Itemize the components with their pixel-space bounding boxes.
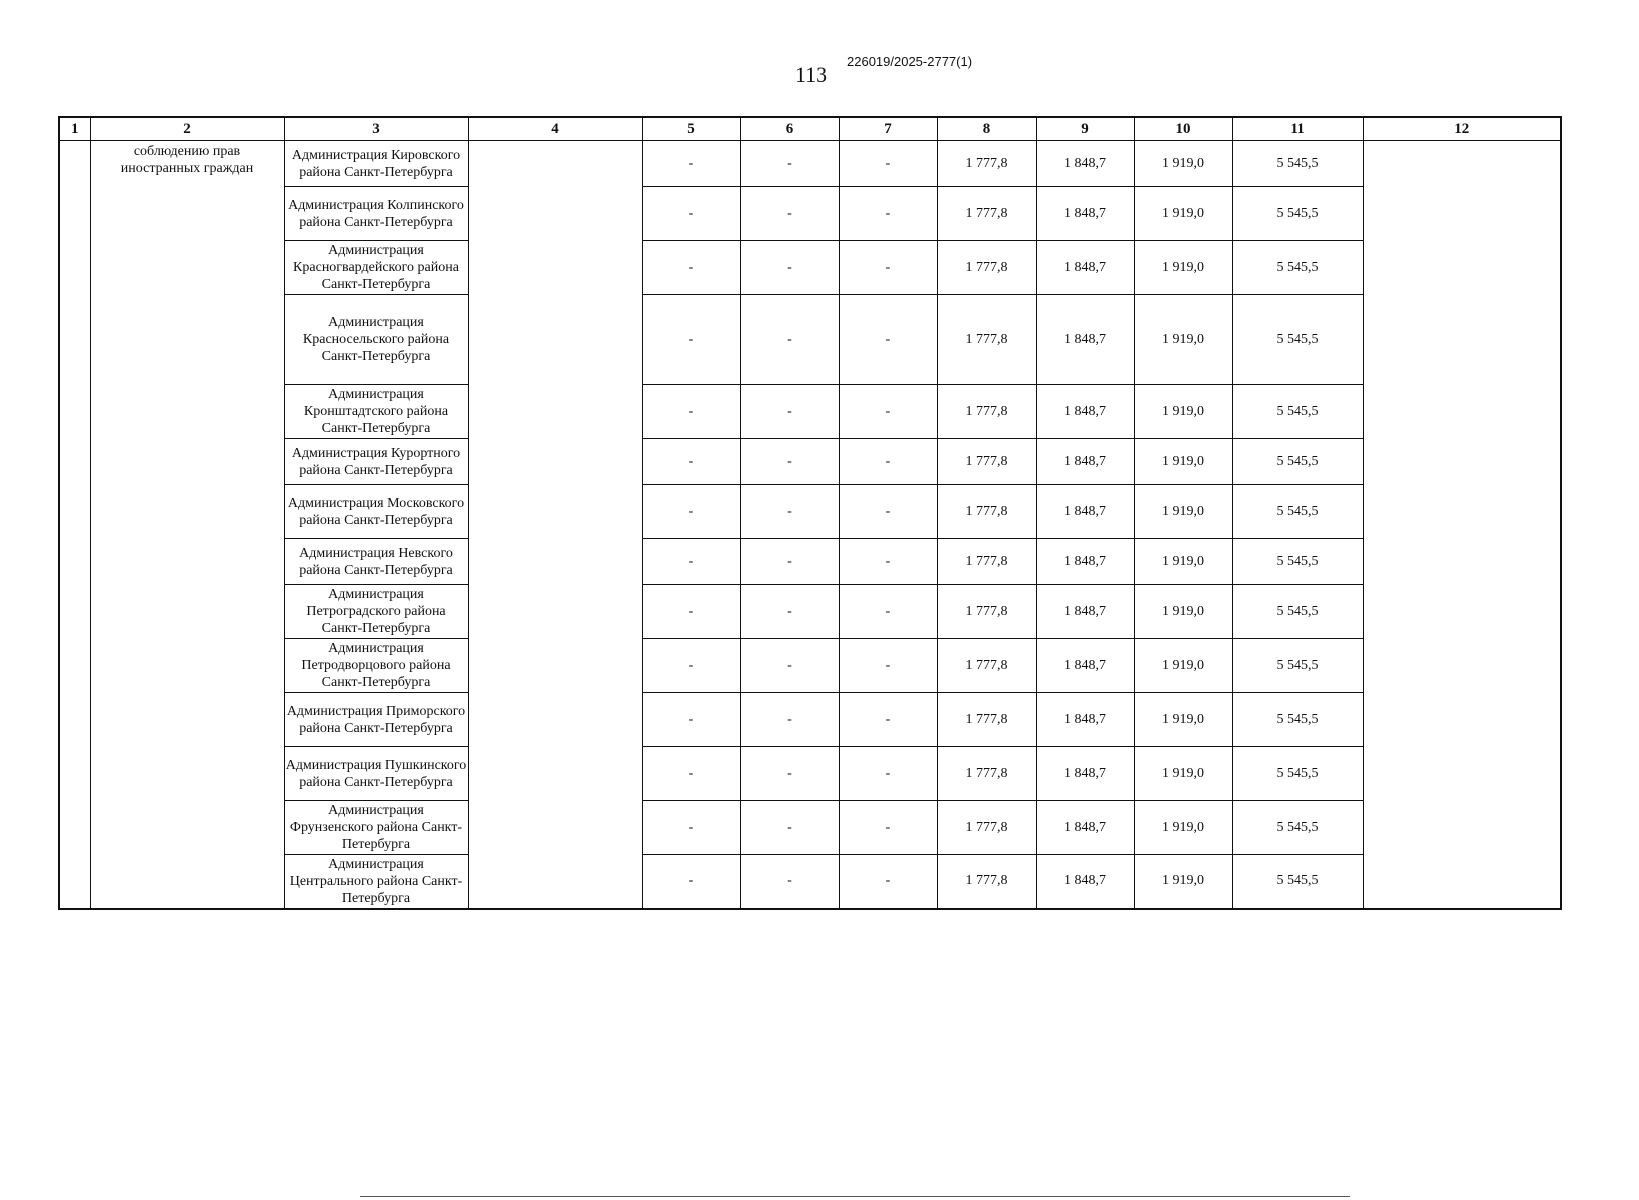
col10-value-cell: 1 919,0 (1134, 855, 1232, 909)
column-header-12: 12 (1363, 117, 1561, 141)
executor-cell: Администрация Красногвардейского района Санкт-Петербурга (284, 241, 468, 295)
executor-cell: Администрация Приморского района Санкт-Петербурга (284, 693, 468, 747)
col7-cell: - (839, 693, 937, 747)
table-row (59, 385, 1561, 439)
col5-cell: - (642, 295, 740, 385)
table-row (59, 855, 1561, 909)
col4-cell (468, 693, 642, 747)
col10-value-cell: 1 919,0 (1134, 241, 1232, 295)
column-header-1: 1 (59, 117, 90, 141)
executor-cell: Администрация Красносельского района Санкт-Петербурга (284, 295, 468, 385)
col7-cell: - (839, 439, 937, 485)
col11-total-cell: 5 545,5 (1232, 747, 1363, 801)
executor-cell: Администрация Курортного района Санкт-Петербурга (284, 439, 468, 485)
col10-value-cell: 1 919,0 (1134, 385, 1232, 439)
table-row (59, 639, 1561, 693)
col12-cell (1363, 241, 1561, 295)
col6-cell: - (740, 439, 839, 485)
col8-value-cell: 1 777,8 (937, 187, 1036, 241)
col6-cell: - (740, 585, 839, 639)
col5-cell: - (642, 693, 740, 747)
col11-total-cell: 5 545,5 (1232, 385, 1363, 439)
col12-cell (1363, 747, 1561, 801)
col8-value-cell: 1 777,8 (937, 639, 1036, 693)
col7-cell: - (839, 141, 937, 187)
column-header-3: 3 (284, 117, 468, 141)
table-row (59, 539, 1561, 585)
col6-cell: - (740, 747, 839, 801)
col11-total-cell: 5 545,5 (1232, 639, 1363, 693)
col9-value-cell: 1 848,7 (1036, 241, 1134, 295)
col8-value-cell: 1 777,8 (937, 485, 1036, 539)
table-row (59, 801, 1561, 855)
table-row (59, 241, 1561, 295)
col7-cell: - (839, 187, 937, 241)
col5-cell: - (642, 485, 740, 539)
col6-cell: - (740, 385, 839, 439)
col4-cell (468, 187, 642, 241)
table-row (59, 585, 1561, 639)
col10-value-cell: 1 919,0 (1134, 187, 1232, 241)
col9-value-cell: 1 848,7 (1036, 385, 1134, 439)
col4-cell (468, 539, 642, 585)
col4-cell (468, 485, 642, 539)
column-header-7: 7 (839, 117, 937, 141)
col9-value-cell: 1 848,7 (1036, 141, 1134, 187)
col6-cell: - (740, 801, 839, 855)
column-header-5: 5 (642, 117, 740, 141)
col12-cell (1363, 585, 1561, 639)
table-row (59, 439, 1561, 485)
col9-value-cell: 1 848,7 (1036, 585, 1134, 639)
col11-total-cell: 5 545,5 (1232, 241, 1363, 295)
col11-total-cell: 5 545,5 (1232, 801, 1363, 855)
col7-cell: - (839, 539, 937, 585)
col8-value-cell: 1 777,8 (937, 855, 1036, 909)
col5-cell: - (642, 855, 740, 909)
col9-value-cell: 1 848,7 (1036, 855, 1134, 909)
col11-total-cell: 5 545,5 (1232, 539, 1363, 585)
col7-cell: - (839, 295, 937, 385)
col4-cell (468, 241, 642, 295)
col8-value-cell: 1 777,8 (937, 295, 1036, 385)
col10-value-cell: 1 919,0 (1134, 585, 1232, 639)
col8-value-cell: 1 777,8 (937, 585, 1036, 639)
col9-value-cell: 1 848,7 (1036, 295, 1134, 385)
column-header-6: 6 (740, 117, 839, 141)
table-row (59, 485, 1561, 539)
col8-value-cell: 1 777,8 (937, 385, 1036, 439)
table-header-row (59, 117, 1561, 141)
table-row (59, 141, 1561, 187)
executor-cell: Администрация Кронштадтского района Санкт-Петербурга (284, 385, 468, 439)
col5-cell: - (642, 585, 740, 639)
col7-cell: - (839, 801, 937, 855)
col11-total-cell: 5 545,5 (1232, 187, 1363, 241)
col4-cell (468, 855, 642, 909)
col10-value-cell: 1 919,0 (1134, 639, 1232, 693)
col8-value-cell: 1 777,8 (937, 747, 1036, 801)
col6-cell: - (740, 693, 839, 747)
page-number: 113 (795, 62, 828, 87)
col9-value-cell: 1 848,7 (1036, 693, 1134, 747)
col7-cell: - (839, 639, 937, 693)
col11-total-cell: 5 545,5 (1232, 141, 1363, 187)
budget-table (58, 116, 1562, 910)
col8-value-cell: 1 777,8 (937, 693, 1036, 747)
col12-cell (1363, 141, 1561, 187)
col5-cell: - (642, 187, 740, 241)
col12-cell (1363, 187, 1561, 241)
col5-cell: - (642, 385, 740, 439)
col5-cell: - (642, 439, 740, 485)
col6-cell: - (740, 187, 839, 241)
col12-cell (1363, 693, 1561, 747)
table-row (59, 693, 1561, 747)
col6-cell: - (740, 241, 839, 295)
col9-value-cell: 1 848,7 (1036, 539, 1134, 585)
col7-cell: - (839, 585, 937, 639)
col10-value-cell: 1 919,0 (1134, 747, 1232, 801)
col12-cell (1363, 485, 1561, 539)
col4-cell (468, 295, 642, 385)
document-code: 226019/2025-2777(1) (847, 54, 973, 69)
col6-cell: - (740, 485, 839, 539)
column-header-8: 8 (937, 117, 1036, 141)
table-body (59, 141, 1561, 909)
col4-cell (468, 639, 642, 693)
executor-cell: Администрация Кировского района Санкт-Петербурга (284, 141, 468, 187)
col12-cell (1363, 855, 1561, 909)
col6-cell: - (740, 855, 839, 909)
col12-cell (1363, 385, 1561, 439)
table-row (59, 747, 1561, 801)
column-header-4: 4 (468, 117, 642, 141)
col7-cell: - (839, 485, 937, 539)
executor-cell: Администрация Пушкинского района Санкт-Петербурга (284, 747, 468, 801)
col4-cell (468, 439, 642, 485)
col8-value-cell: 1 777,8 (937, 141, 1036, 187)
col4-cell (468, 585, 642, 639)
row-number-cell (59, 141, 90, 909)
executor-cell: Администрация Центрального района Санкт-Петербурга (284, 855, 468, 909)
executor-cell: Администрация Невского района Санкт-Петербурга (284, 539, 468, 585)
col4-cell (468, 747, 642, 801)
col8-value-cell: 1 777,8 (937, 801, 1036, 855)
col11-total-cell: 5 545,5 (1232, 295, 1363, 385)
column-header-10: 10 (1134, 117, 1232, 141)
col10-value-cell: 1 919,0 (1134, 485, 1232, 539)
col12-cell (1363, 295, 1561, 385)
column-header-2: 2 (90, 117, 284, 141)
col6-cell: - (740, 295, 839, 385)
footer-line (360, 1196, 1350, 1197)
col10-value-cell: 1 919,0 (1134, 539, 1232, 585)
col12-cell (1363, 801, 1561, 855)
table-row (59, 187, 1561, 241)
col8-value-cell: 1 777,8 (937, 539, 1036, 585)
column-header-11: 11 (1232, 117, 1363, 141)
col5-cell: - (642, 141, 740, 187)
executor-cell: Администрация Петроградского района Санкт-Петербурга (284, 585, 468, 639)
col10-value-cell: 1 919,0 (1134, 295, 1232, 385)
col12-cell (1363, 439, 1561, 485)
col9-value-cell: 1 848,7 (1036, 747, 1134, 801)
col7-cell: - (839, 747, 937, 801)
col11-total-cell: 5 545,5 (1232, 439, 1363, 485)
col6-cell: - (740, 141, 839, 187)
col8-value-cell: 1 777,8 (937, 241, 1036, 295)
col6-cell: - (740, 639, 839, 693)
col9-value-cell: 1 848,7 (1036, 439, 1134, 485)
table-row (59, 295, 1561, 385)
executor-cell: Администрация Колпинского района Санкт-Петербурга (284, 187, 468, 241)
col10-value-cell: 1 919,0 (1134, 801, 1232, 855)
col9-value-cell: 1 848,7 (1036, 485, 1134, 539)
measure-name-cell: соблюдению прав иностранных граждан (90, 141, 284, 909)
col7-cell: - (839, 241, 937, 295)
col4-cell (468, 801, 642, 855)
col5-cell: - (642, 639, 740, 693)
executor-cell: Администрация Фрунзенского района Санкт-Петербурга (284, 801, 468, 855)
col6-cell: - (740, 539, 839, 585)
col11-total-cell: 5 545,5 (1232, 693, 1363, 747)
column-header-9: 9 (1036, 117, 1134, 141)
col9-value-cell: 1 848,7 (1036, 801, 1134, 855)
col5-cell: - (642, 747, 740, 801)
col10-value-cell: 1 919,0 (1134, 439, 1232, 485)
col11-total-cell: 5 545,5 (1232, 585, 1363, 639)
col5-cell: - (642, 801, 740, 855)
col11-total-cell: 5 545,5 (1232, 855, 1363, 909)
executor-cell: Администрация Московского района Санкт-Петербурга (284, 485, 468, 539)
col5-cell: - (642, 241, 740, 295)
col11-total-cell: 5 545,5 (1232, 485, 1363, 539)
col4-cell (468, 385, 642, 439)
col12-cell (1363, 539, 1561, 585)
col10-value-cell: 1 919,0 (1134, 693, 1232, 747)
col5-cell: - (642, 539, 740, 585)
col7-cell: - (839, 385, 937, 439)
col9-value-cell: 1 848,7 (1036, 187, 1134, 241)
col9-value-cell: 1 848,7 (1036, 639, 1134, 693)
col4-cell (468, 141, 642, 187)
col7-cell: - (839, 855, 937, 909)
col12-cell (1363, 639, 1561, 693)
col8-value-cell: 1 777,8 (937, 439, 1036, 485)
executor-cell: Администрация Петродворцового района Санкт-Петербурга (284, 639, 468, 693)
col10-value-cell: 1 919,0 (1134, 141, 1232, 187)
